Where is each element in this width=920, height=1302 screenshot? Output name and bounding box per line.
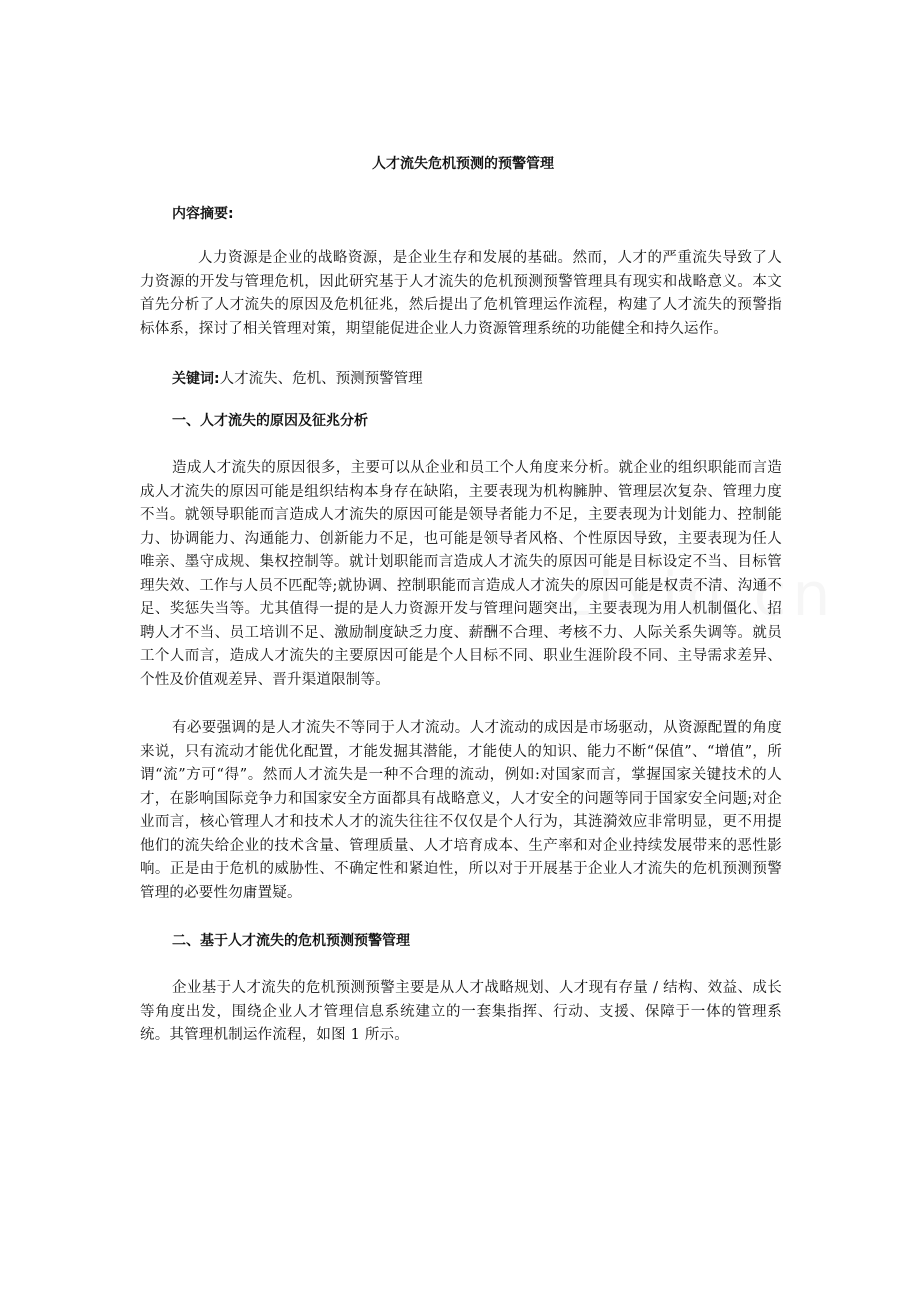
document-title: 人才流失危机预测的预警管理 bbox=[372, 156, 554, 172]
section-2-paragraph-1: 企业基于人才流失的危机预测预警主要是从人才战略规划、人才现有存量 / 结构、效益、成长等角度出发，围绕企业人才管理信息系统建立的一套集指挥、行动、支援、保障于一体的管理系统。其管理机制运作流程，如图 1 所示。 bbox=[140, 980, 782, 1043]
keywords-text: 人才流失、危机、预测预警管理 bbox=[219, 371, 423, 387]
section-2-heading: 二、基于人才流失的危机预测预警管理 bbox=[172, 933, 410, 949]
abstract-label: 内容摘要: bbox=[172, 206, 234, 222]
document-page bbox=[140, 154, 782, 1048]
section-1-paragraph-2: 有必要强调的是人才流失不等同于人才流动。人才流动的成因是市场驱动，从资源配置的角度来说，只有流动才能优化配置，才能发掘其潜能，才能使人的知识、能力不断“保值”、“增值”，所谓“流”方可“得”。然而人才流失是一种不合理的流动，例如:对国家而言，掌握国家关键技术的人才，在影响国际竞争力和国家安全方面都具有战略意义，人才安全的问题等同于国家安全问题;对企业而言，核心管理人才和技术人才的流失往往不仅仅是个人行为，其涟漪效应非常明显，更不用提他们的流失给企业的技术含量、管理质量、人才培育成本、生产率和对企业持续发展带来的恶性影响。正是由于危机的威胁性、不确定性和紧迫性，所以对于开展基于企业人才流失的危机预测预警管理的必要性勿庸置疑。 bbox=[140, 720, 782, 901]
paragraph-gap bbox=[140, 692, 782, 717]
keywords-label: 关键词: bbox=[172, 371, 220, 387]
section-1-heading: 一、人才流失的原因及征兆分析 bbox=[172, 413, 368, 429]
keywords-line bbox=[140, 369, 782, 389]
abstract-paragraph: 人力资源是企业的战略资源，是企业生存和发展的基础。然而，人才的严重流失导致了人力资源的开发与管理危机，因此研究基于人才流失的危机预测预警管理具有现实和战略意义。本文首先分析了人才流失的原因及危机征兆，然后提出了危机管理运作流程，构建了人才流失的预警指标体系，探讨了相关管理对策，期望能促进企业人力资源管理系统的功能健全和持久运作。 bbox=[140, 250, 782, 337]
section-1-paragraph-1: 造成人才流失的原因很多，主要可以从企业和员工个人角度来分析。就企业的组织职能而言造成人才流失的原因可能是组织结构本身存在缺陷，主要表现为机构臃肿、管理层次复杂、管理力度不当。就领导职能而言造成人才流失的原因可能是领导者能力不足，主要表现为计划能力、控制能力、协调能力、沟通能力、创新能力不足，也可能是领导者风格、个性原因导致，主要表现为任人唯亲、墨守成规、集权控制等。就计划职能而言造成人才流失的原因可能是目标设定不当、目标管理失效、工作与人员不匹配等;就协调、控制职能而言造成人才流失的原因可能是权责不清、沟通不足、奖惩失当等。尤其值得一提的是人力资源开发与管理问题突出，主要表现为用人机制僵化、招聘人才不当、员工培训不足、激励制度缺乏力度、薪酬不合理、考核不力、人际关系失调等。就员工个人而言，造成人才流失的主要原因可能是个人目标不同、职业生涯阶段不同、主导需求差异、个性及价值观差异、晋升渠道限制等。 bbox=[140, 460, 782, 688]
